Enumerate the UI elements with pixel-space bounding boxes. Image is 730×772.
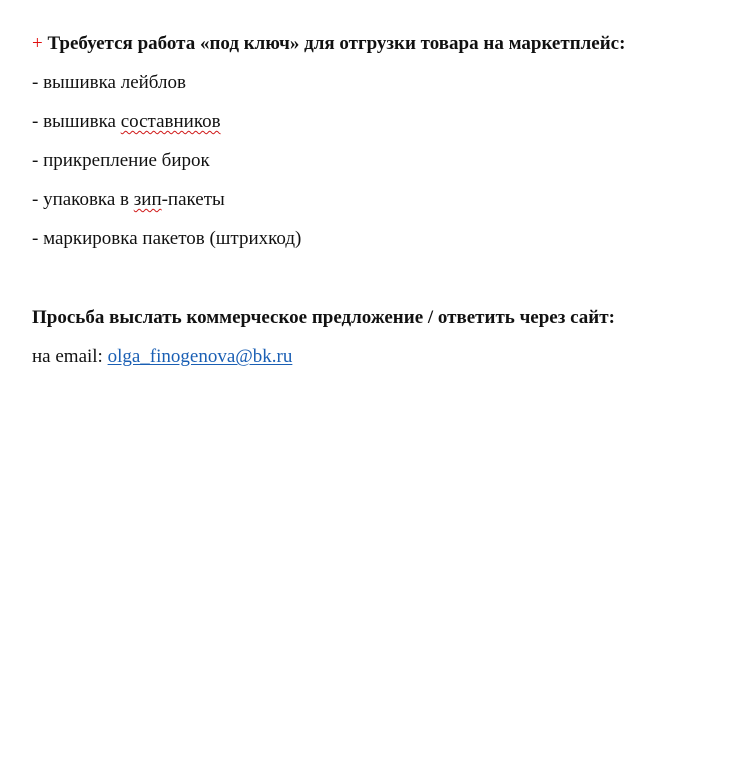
list-item — [32, 149, 210, 173]
list-item — [32, 227, 301, 251]
email-label: на email: — [32, 346, 108, 367]
contact-email-line — [32, 345, 292, 369]
list-item-text: - упаковка в — [32, 189, 134, 210]
list-item-text: - маркировка пакетов (штрихкод) — [32, 228, 302, 249]
list-item-text-suffix: -пакеты — [161, 189, 225, 210]
list-item — [32, 71, 186, 95]
list-item-text: - вышивка лейблов — [32, 72, 186, 93]
request-heading-text: Требуется работа «под ключ» для отгрузки товара на маркетплейс: — [42, 33, 626, 54]
spellcheck-flagged-word[interactable]: зип — [133, 189, 162, 210]
plus-marker: + — [32, 33, 43, 54]
list-item — [32, 110, 221, 134]
list-item-text: - прикрепление бирок — [32, 150, 210, 171]
request-heading — [32, 32, 625, 56]
contact-heading-text: Просьба выслать коммерческое предложение / ответить через сайт: — [32, 307, 615, 328]
contact-heading — [32, 306, 615, 330]
list-item-text: - вышивка — [32, 111, 121, 132]
spellcheck-flagged-word[interactable]: составников — [120, 111, 221, 132]
email-link[interactable]: olga_finogenova@bk.ru — [107, 346, 293, 367]
list-item — [32, 188, 225, 212]
